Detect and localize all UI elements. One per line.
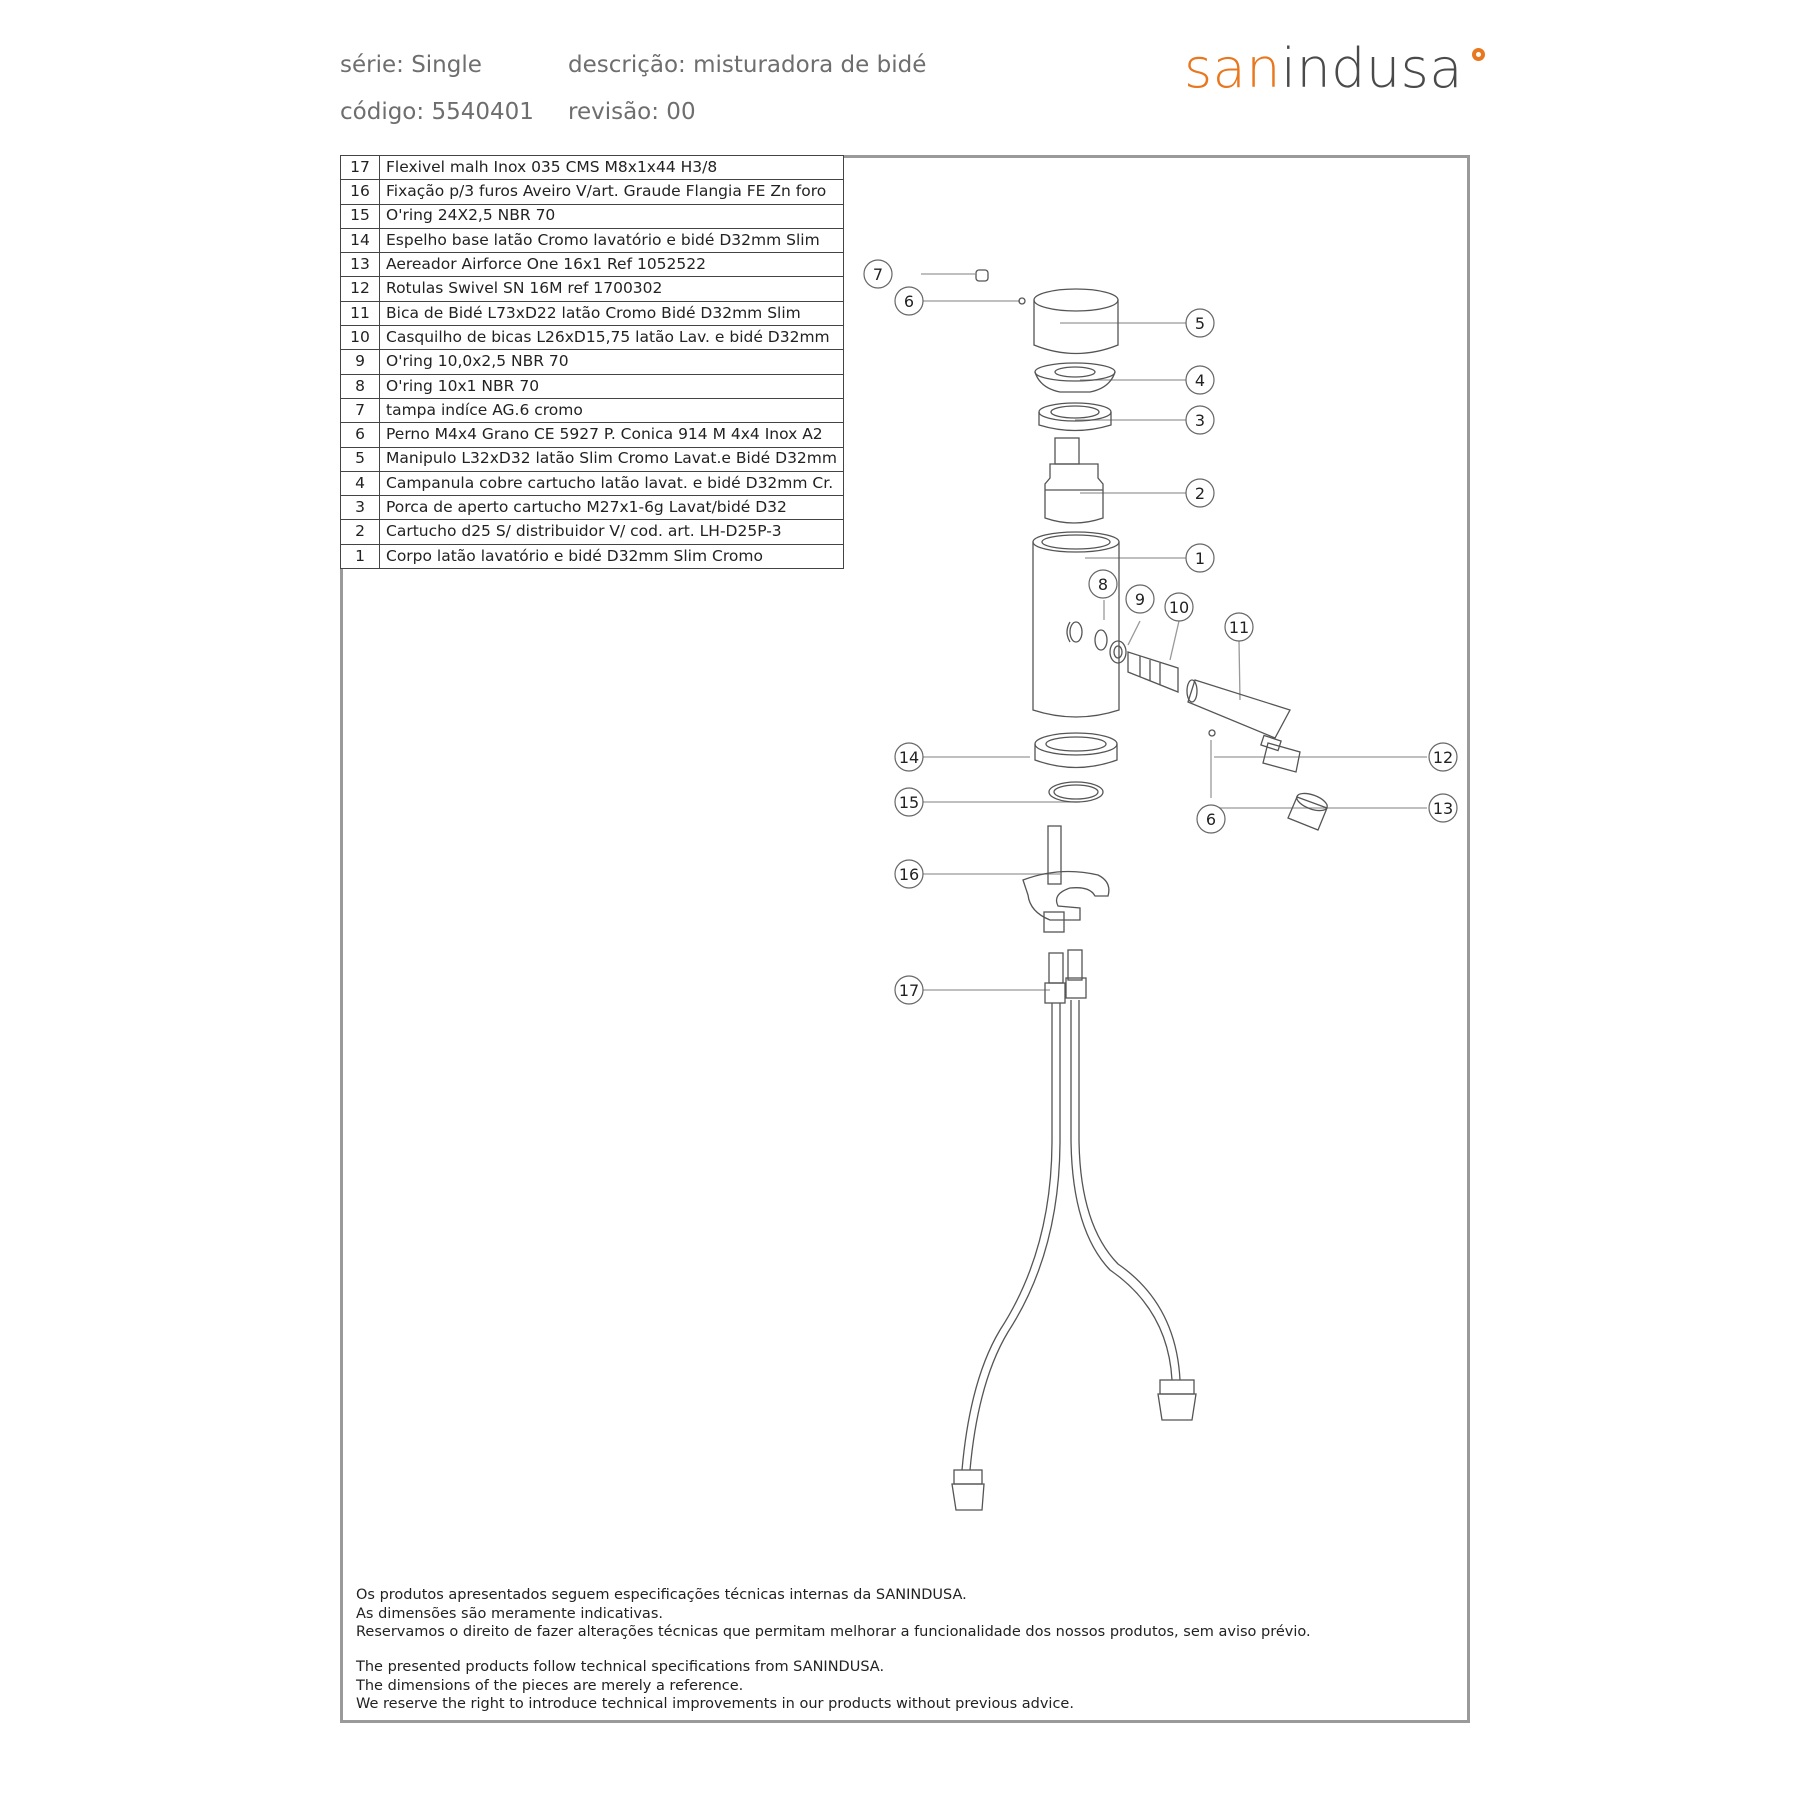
part-description: Perno M4x4 Grano CE 5927 P. Conica 914 M 4x4 Inox A2 xyxy=(380,423,844,447)
callout-1: 1 xyxy=(1194,549,1206,568)
table-row xyxy=(341,253,844,277)
part-number: 7 xyxy=(341,398,380,422)
callout-6: 6 xyxy=(903,292,915,311)
part-number: 6 xyxy=(341,423,380,447)
callout-13: 13 xyxy=(1432,799,1454,818)
part-description: Aereador Airforce One 16x1 Ref 1052522 xyxy=(380,253,844,277)
part-description: O'ring 24X2,5 NBR 70 xyxy=(380,204,844,228)
part-description: Cartucho d25 S/ distribuidor V/ cod. art. LH-D25P-3 xyxy=(380,520,844,544)
table-row xyxy=(341,496,844,520)
part-description: Flexivel malh Inox 035 CMS M8x1x44 H3/8 xyxy=(380,156,844,180)
part-number: 2 xyxy=(341,520,380,544)
part-number: 9 xyxy=(341,350,380,374)
part-number: 14 xyxy=(341,228,380,252)
disclaimer-en: The presented products follow technical specifications from SANINDUSA. The dimensions of the pieces are merely a reference. We reserve the right to introduce technical improvements in our products without previous advice. xyxy=(356,1659,1074,1712)
table-row xyxy=(341,277,844,301)
part-description: Campanula cobre cartucho latão lavat. e bidé D32mm Cr. xyxy=(380,471,844,495)
callout-9: 9 xyxy=(1134,590,1146,609)
parts-list-table xyxy=(340,155,844,569)
part-description: tampa indíce AG.6 cromo xyxy=(380,398,844,422)
sanindusa-logo: sanindusa xyxy=(1184,42,1463,96)
callout-3: 3 xyxy=(1194,411,1206,430)
part-description: Espelho base latão Cromo lavatório e bidé D32mm Slim xyxy=(380,228,844,252)
callout-17: 17 xyxy=(898,981,920,1000)
part-description: Bica de Bidé L73xD22 latão Cromo Bidé D32mm Slim xyxy=(380,301,844,325)
callout-7: 7 xyxy=(872,265,884,284)
table-row xyxy=(341,471,844,495)
table-row xyxy=(341,423,844,447)
part-description: Fixação p/3 furos Aveiro V/art. Graude Flangia FE Zn foro xyxy=(380,180,844,204)
part-number: 5 xyxy=(341,447,380,471)
callout-5: 5 xyxy=(1194,314,1206,333)
callout-2: 2 xyxy=(1194,484,1206,503)
serie-label: série: Single xyxy=(340,52,482,78)
part-number: 1 xyxy=(341,544,380,568)
callout-8: 8 xyxy=(1097,575,1109,594)
part-description: O'ring 10x1 NBR 70 xyxy=(380,374,844,398)
part-number: 17 xyxy=(341,156,380,180)
part-description: Porca de aperto cartucho M27x1-6g Lavat/bidé D32 xyxy=(380,496,844,520)
part-number: 16 xyxy=(341,180,380,204)
table-row xyxy=(341,374,844,398)
callout-15: 15 xyxy=(898,793,920,812)
callout-11: 11 xyxy=(1228,618,1250,637)
table-row xyxy=(341,398,844,422)
callout-16: 16 xyxy=(898,865,920,884)
part-description: O'ring 10,0x2,5 NBR 70 xyxy=(380,350,844,374)
callout-12: 12 xyxy=(1432,748,1454,767)
part-number: 15 xyxy=(341,204,380,228)
part-number: 13 xyxy=(341,253,380,277)
table-row xyxy=(341,544,844,568)
descricao-label: descrição: misturadora de bidé xyxy=(568,52,927,78)
part-number: 8 xyxy=(341,374,380,398)
part-number: 3 xyxy=(341,496,380,520)
part-number: 11 xyxy=(341,301,380,325)
part-description: Rotulas Swivel SN 16M ref 1700302 xyxy=(380,277,844,301)
table-row xyxy=(341,301,844,325)
table-row xyxy=(341,180,844,204)
part-number: 4 xyxy=(341,471,380,495)
part-description: Manipulo L32xD32 latão Slim Cromo Lavat.e Bidé D32mm xyxy=(380,447,844,471)
part-description: Corpo latão lavatório e bidé D32mm Slim Cromo xyxy=(380,544,844,568)
table-row xyxy=(341,447,844,471)
revisao-label: revisão: 00 xyxy=(568,99,696,125)
table-row xyxy=(341,204,844,228)
callout-14: 14 xyxy=(898,748,920,767)
part-description: Casquilho de bicas L26xD15,75 latão Lav. e bidé D32mm xyxy=(380,326,844,350)
table-row xyxy=(341,520,844,544)
part-number: 12 xyxy=(341,277,380,301)
disclaimer-pt: Os produtos apresentados seguem especificações técnicas internas da SANINDUSA. As dimensões são meramente indicativas. Reservamos o direito de fazer alterações técnicas que permitam melhorar a funcionalidade dos nossos produtos, sem aviso prévio. xyxy=(356,1587,1311,1640)
callout-4: 4 xyxy=(1194,371,1206,390)
codigo-label: código: 5540401 xyxy=(340,99,534,125)
callout-10: 10 xyxy=(1168,598,1190,617)
part-number: 10 xyxy=(341,326,380,350)
table-row xyxy=(341,228,844,252)
table-row xyxy=(341,326,844,350)
table-row xyxy=(341,350,844,374)
table-row xyxy=(341,156,844,180)
callout-6-lower: 6 xyxy=(1205,810,1217,829)
